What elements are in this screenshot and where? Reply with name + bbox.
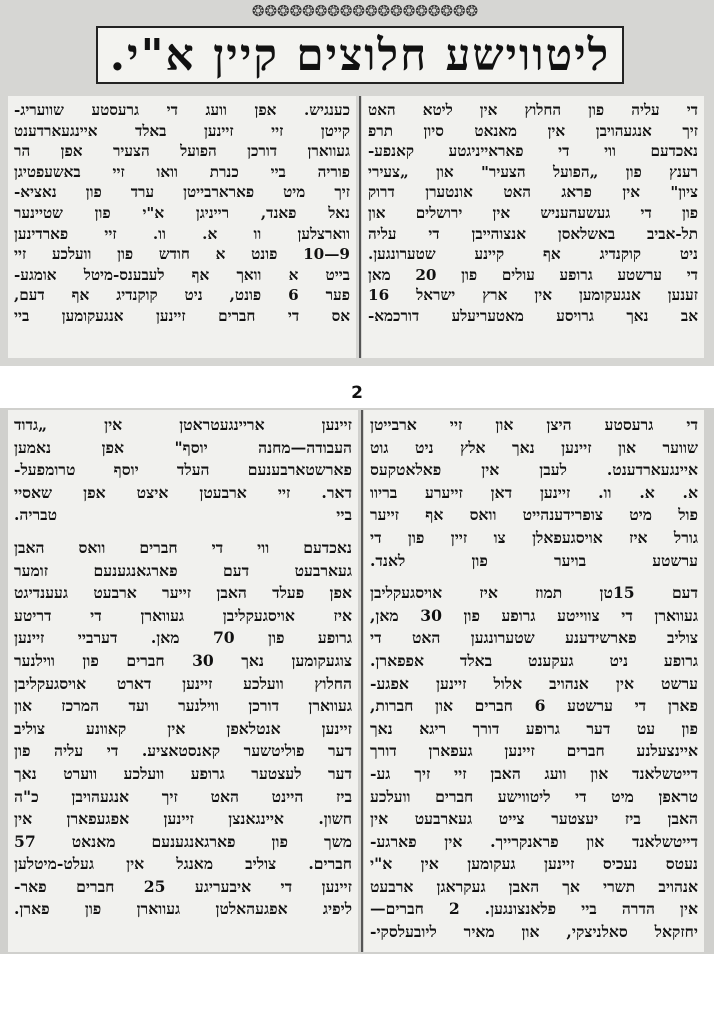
- text-line: געארבעט דעם פארגאנגענעם זומער: [14, 560, 352, 580]
- text-line: געווארן די צווייטע גרופע פון 30 מאן,: [370, 605, 698, 625]
- text-line: די ערשטע גרופע עולים פון 20 מאן: [368, 265, 698, 284]
- text-line: א. א. וו. זיינען דאן זייערע בריוו: [370, 482, 698, 502]
- text-line: זיך אנגעהויבן אין מאנאט סיון תרפ: [368, 121, 698, 140]
- text-line: דייטשלאנד און וועג האבן זיי זיך גע-: [370, 763, 698, 783]
- text-line: פול מיט צופרידענהייט וואס אף זייער: [370, 505, 698, 525]
- text-line: געווארן דורכן ווילנער ועד המרכז און: [14, 696, 352, 716]
- text-line: דאר. זיי ארבעטן איצט אפן שאסיי: [14, 482, 352, 502]
- text-line: נאל פאנד, רייניגן א"י פון שטיינער: [14, 203, 350, 222]
- top-right-column: [362, 96, 704, 358]
- text-line: פער 6 פונט, ניט קוקנדיג אף דעם,: [14, 286, 350, 305]
- text-line: איינצעלנע חברים זיינען געפארן דורך: [370, 741, 698, 761]
- text-line: כענגיש. אפן וועג די גרעסטע שוועריג-: [14, 101, 350, 119]
- text-line: ווארצלען וו א. וו. זיי פארדינען: [14, 224, 350, 243]
- text-line: געווארן דורכן הפועל הצעיר אפן הר: [14, 142, 350, 161]
- text-line: נאכדעם ווי די פאראייניגטע קאנפע-: [368, 142, 698, 161]
- text-line: אס די חברים זיינען אנגעקומען ביי: [14, 306, 350, 325]
- text-line: אפן פעלד האבן זייער ארבעט געענדיגט: [14, 583, 352, 603]
- text-line: צוליב פארשידענע שטערונגען האט די: [370, 628, 698, 648]
- text-line: איז אויסגעקליבן געווארן די דריטע: [14, 605, 352, 625]
- page-number: 2: [351, 383, 363, 403]
- paragraph-break: [14, 527, 352, 537]
- column-divider: [361, 410, 363, 952]
- text-line: שווער און זיינען נאך אלץ ניט גוט: [370, 437, 698, 457]
- text-line: זיינען אריינגעטראטן אין „גדוד: [14, 415, 352, 434]
- text-line: גורל איז אויסגעפאלן צו זיין פון די: [370, 527, 698, 547]
- column-divider: [359, 96, 361, 358]
- decorative-border: ❂❂❂❂❂❂❂❂❂❂❂❂❂❂❂❂❂❂: [251, 2, 479, 20]
- text-line: ביי טבריה.: [14, 505, 352, 525]
- text-line: פארשטארבענעם העלד יוסף טרומפעל-: [14, 460, 352, 480]
- text-line: זיינען די איבעריגע 25 חברים פאר-: [14, 876, 352, 896]
- text-line: טראפן מיט די ליטווישע חברים וועלכע: [370, 786, 698, 806]
- text-line: ערשט אין אנהויב אלול זיינען אפגע-: [370, 673, 698, 693]
- paragraph-break: [370, 572, 698, 582]
- headline: ליטווישע חלוצים קיין א"י.: [109, 29, 611, 81]
- text-line: דער פוליטשער קאנסטאציע. די עליה פון: [14, 741, 352, 761]
- text-line: יחזקאל סאלניצקי, און מאיר ליובעלסקי-: [370, 922, 698, 942]
- text-line: איינגעארדענט. לעבן אין פאלאטקעס: [370, 460, 698, 480]
- text-line: בייט א וואך אף לעבענס-מיטל אומגע-: [14, 265, 350, 284]
- text-line: זענען אנגעקומען אין ארץ ישראל 16: [368, 286, 698, 305]
- text-line: פארן די ערשטע 6 חברים און חברות,: [370, 696, 698, 716]
- text-line: גרופע ניט געקענט באלד אפפארן.: [370, 650, 698, 670]
- text-line: החלוץ וועלכע זיינען דארט אויסגעקליבן: [14, 673, 352, 693]
- text-line: נאכדעם ווי די חברים וואס האבן: [14, 537, 352, 557]
- text-line: ערשטע בויער פון לאנד.: [370, 550, 698, 570]
- text-line: נעטס נעכיס זיינען געקומען אין א"י: [370, 854, 698, 874]
- text-line: ציון" אין פראג האט אונטערן דרוק: [368, 183, 698, 202]
- text-line: אנהויב תשרי אך האבן געקראגן ארבעט: [370, 876, 698, 896]
- top-left-column: [8, 96, 356, 358]
- text-line: פוריה ביי כנרת וואו זיי באשעפטיגן: [14, 162, 350, 181]
- text-line: דעם 15טן תמוז איז אויסגעקליבן: [370, 583, 698, 603]
- text-line: זיינען אנטלאפן אין קאוונע צוליב: [14, 718, 352, 738]
- text-line: העבודה—מחנה יוסף" אפן נאמען: [14, 437, 352, 457]
- bottom-left-column: [8, 410, 358, 952]
- headline-box: [96, 26, 624, 84]
- text-line: די עליה פון החלוץ אין ליטא האט: [368, 101, 698, 119]
- text-line: חשון. איינגאנצן זיינען אפגעפארן אין: [14, 809, 352, 829]
- text-line: ניט קוקנדיג אף קיינע שטערונגען.: [368, 245, 698, 264]
- text-line: חברים. צוליב מאנגל אין געלט-מיטלען: [14, 854, 352, 874]
- text-line: רענץ פון „הפועל הצעיר" און „צעירי: [368, 162, 698, 181]
- text-line: משך פון פארגאנגענעם מאנאט 57: [14, 831, 352, 851]
- text-line: האבן ביז יעצטער צייט געארבעט אין: [370, 809, 698, 829]
- text-line: צוגעקומען נאך 30 חברים פון ווילנער: [14, 650, 352, 670]
- text-line: אין הדרה ביי פלאנצונגען. 2 חברים—: [370, 899, 698, 919]
- text-line: זיך מיט פארארבייטן ערד פון נאציא-: [14, 183, 350, 202]
- text-line: פון די געשעהעניש אין ירושלים און: [368, 203, 698, 222]
- text-line: גרופע פון 70 מאן. דערביי זיינען: [14, 628, 352, 648]
- text-line: אב נאך גרויסע מאטעריעלע דורכמא-: [368, 306, 698, 325]
- text-line: קייטן זיי זיינען באלד איינגעארדענט: [14, 121, 350, 140]
- text-line: ביז היינט האט זיך אנגעהויבן כ"ה: [14, 786, 352, 806]
- article-top-scan: [0, 0, 714, 366]
- text-line: דייטשלאנד און פראנקרייך. אין פארגע-: [370, 831, 698, 851]
- text-line: 9—10 פונט א חודש פון וועלכע זיי: [14, 245, 350, 264]
- text-line: דער לעצטער גרופע וועלכע ווערט נאך: [14, 763, 352, 783]
- text-line: די גרעסטע היצן און זיי ארבייטן: [370, 415, 698, 434]
- bottom-right-column: [364, 410, 704, 952]
- text-line: פון עט דער גרופע דורך ריגא נאך: [370, 718, 698, 738]
- text-line: ליפיג אפגעהאלטן געווארן פון פארן.: [14, 899, 352, 919]
- text-line: תל-אביב באשלאסן אנצוהייבן די עליה: [368, 224, 698, 243]
